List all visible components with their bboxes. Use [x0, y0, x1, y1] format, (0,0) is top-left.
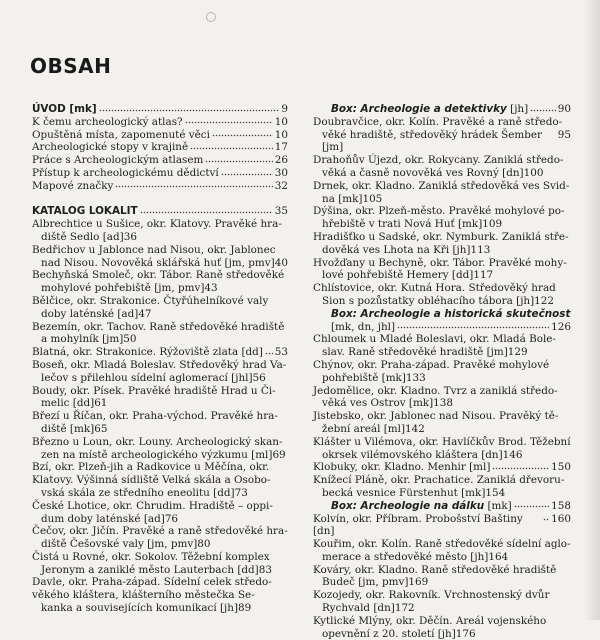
- toc-entry-line-text: Kováry, okr. Kladno. Raně středověké hradiště: [313, 563, 557, 576]
- toc-entry-line-text: věkého kláštera, klášterního městečka Se-: [32, 589, 255, 602]
- toc-entry-line: [32, 205, 288, 218]
- toc-entry-line: [32, 564, 288, 577]
- toc-page-number: 61: [94, 397, 108, 410]
- toc-page-number: 43: [204, 282, 218, 295]
- toc-entry-line: [32, 333, 288, 346]
- toc-entry-line-text: Chýnov, okr. Praha-západ. Pravěké mohylové: [313, 358, 550, 371]
- toc-page-number: 164: [488, 550, 509, 563]
- toc-box-title: [331, 103, 528, 116]
- toc-page-number: 129: [507, 346, 528, 359]
- toc-entry-text: Opuštěná místa, zapomenuté věci: [32, 128, 210, 141]
- toc-entry-line-text: Hradišťko u Sadské, okr. Nymburk. Zaniklá stře-: [313, 230, 569, 243]
- toc-item[interactable]: [313, 308, 571, 334]
- toc-entry-line: [313, 628, 571, 640]
- toc-entry-line: [32, 231, 288, 244]
- toc-entry-line-text: Kozojedy, okr. Rakovník. Vrchnostenský dvůr: [313, 589, 550, 602]
- toc-page-number: 95: [557, 128, 571, 141]
- toc-entry-text: [mk, dn, jhl]: [331, 320, 396, 333]
- toc-left-column: [32, 103, 288, 615]
- toc-entry-text: nad Nisou. Novověká sklářská huť [jm, pmv]: [41, 256, 275, 269]
- toc-entry-text: Kolvín, okr. Příbram. Probošství Baštiny [dn]: [313, 512, 523, 538]
- toc-entry-line-text: Bělčice, okr. Strakonice. Čtyřúhelníkové valy: [32, 294, 269, 307]
- toc-entry-line-text: Davle, okr. Praha-západ. Sídelní celek středo-: [32, 576, 272, 589]
- toc-entry-line-text: Bedřichov u Jablonce nad Nisou, okr. Jablonec: [32, 243, 276, 256]
- toc-entry-line: [313, 129, 571, 155]
- toc-entry-line-text: Březno u Loun, okr. Louny. Archeologický skan-: [32, 435, 283, 448]
- toc-entry-line-text: České Lhotice, okr. Chrudim. Hradiště – oppi-: [32, 499, 273, 512]
- toc-entry-text: mohylové pohřebiště [jm, pmv]: [41, 282, 205, 295]
- toc-entry-line-text: Drnek, okr. Kladno. Zaniklá středověká ves Svid-: [313, 179, 570, 192]
- dot-leader: [99, 108, 280, 112]
- toc-item[interactable]: [313, 436, 571, 462]
- toc-item[interactable]: [313, 564, 571, 590]
- toc-entry-text: vská skála ze středního eneolitu [dd]: [41, 486, 235, 499]
- toc-entry-text: opevnění z 20. století [jh]: [322, 627, 456, 640]
- toc-entry-line: [313, 295, 571, 308]
- toc-entry-line: [32, 308, 288, 321]
- toc-item[interactable]: [32, 205, 288, 218]
- toc-entry-text: věká a časně novověká ves Rovný [dn]: [322, 166, 524, 179]
- toc-entry-line-text: Jistebsko, okr. Jablonec nad Nisou. Pravěký tě-: [313, 410, 559, 423]
- toc-item[interactable]: [32, 129, 288, 142]
- toc-page-number: 105: [362, 192, 383, 205]
- dot-leader: [543, 518, 549, 522]
- toc-entry-line-text: Drahoňův Újezd, okr. Rokycany. Zaniklá středo-: [313, 154, 564, 167]
- toc-entry-line: [313, 244, 571, 257]
- toc-page-number: 154: [485, 486, 506, 499]
- dot-leader: [190, 147, 273, 151]
- toc-entry-line-text: Boudy, okr. Písek. Pravěké hradiště Hrad u Či-: [32, 384, 276, 397]
- toc-page-number: 47: [138, 307, 152, 320]
- toc-entry-text: slav. Raně středověké hradiště [jm]: [322, 346, 508, 359]
- dot-leader: [115, 185, 272, 189]
- toc-entry-line-text: Chloumek u Mladé Boleslavi, okr. Mladá Bole-: [313, 333, 556, 346]
- toc-page-number: 73: [234, 486, 248, 499]
- toc-entry-text: diště [mk]: [41, 422, 95, 435]
- toc-item[interactable]: [313, 538, 571, 564]
- toc-entry-line: [313, 372, 571, 385]
- toc-item[interactable]: [313, 461, 571, 474]
- toc-entry-line: [32, 180, 288, 193]
- toc-entry-text: hřebiště v trati Nová Huť [mk]: [322, 218, 483, 231]
- dot-leader: [205, 160, 272, 164]
- toc-page-number: 36: [123, 230, 137, 243]
- toc-entry-line: [313, 602, 571, 615]
- toc-item[interactable]: [32, 218, 288, 244]
- toc-entry-line-text: Chlístovice, okr. Kutná Hora. Středověký hrad: [313, 282, 556, 295]
- toc-page-number: 150: [551, 461, 571, 474]
- toc-entry-text: dověká ves Lhota na Kři [jh]: [322, 243, 471, 256]
- toc-entry-text: diště Sedlo [ad]: [41, 230, 124, 243]
- toc-page-number: 138: [433, 397, 453, 410]
- toc-entry-text: okrsek vilémovského kláštera [dn]: [322, 448, 503, 461]
- toc-entry-text: kanka a souvisejících komunikací [jh]: [41, 602, 239, 615]
- toc-entry-line: [331, 500, 571, 513]
- toc-entry-line-text: Dýšina, okr. Plzeň-město. Pravěké mohylové po-: [313, 205, 565, 218]
- toc-entry-text: Klobuky, okr. Kladno. Menhir [ml]: [313, 461, 491, 474]
- toc-entry-line: [32, 282, 288, 295]
- toc-page-number: 109: [482, 218, 503, 231]
- toc-item[interactable]: [313, 205, 571, 231]
- toc-page-number: 56: [252, 371, 266, 384]
- toc-page-number: 126: [551, 320, 571, 333]
- toc-entry-line: [32, 116, 288, 129]
- toc-entry-text: melic [dd]: [41, 397, 95, 410]
- page-edge-shadow: [584, 0, 600, 620]
- toc-page-number: 83: [258, 563, 272, 576]
- toc-item[interactable]: [32, 436, 288, 462]
- toc-entry-line: [313, 423, 571, 436]
- toc-item[interactable]: [313, 282, 571, 308]
- toc-entry-line: [331, 103, 571, 116]
- toc-entry-line: [331, 321, 571, 334]
- toc-entry-line: [32, 129, 288, 142]
- toc-page-number: 158: [551, 499, 571, 512]
- toc-item[interactable]: [32, 500, 288, 526]
- toc-item[interactable]: [32, 410, 288, 436]
- toc-item[interactable]: [32, 576, 288, 614]
- toc-entry-line: [32, 423, 288, 436]
- dot-leader: [492, 467, 549, 471]
- dot-leader: [265, 352, 273, 356]
- toc-item[interactable]: [32, 167, 288, 180]
- toc-entry-line: [313, 551, 571, 564]
- toc-item[interactable]: [313, 615, 571, 640]
- toc-page-number: 122: [534, 294, 555, 307]
- dot-leader: [140, 211, 273, 215]
- toc-entry-line: [313, 576, 571, 589]
- toc-page-number: 100: [523, 166, 544, 179]
- toc-entry-line-text: Knížecí Pláně, okr. Prachatice. Zaniklá dřevoru-: [313, 474, 565, 487]
- toc-page-number: 65: [94, 422, 108, 435]
- toc-entry-line-text: Albrechtice u Sušice, okr. Klatovy. Pravěké hra-: [32, 218, 282, 231]
- toc-page-number: 10: [274, 115, 288, 128]
- toc-entry-text: pohřebiště [mk]: [322, 371, 406, 384]
- toc-entry-text: na [mk]: [322, 192, 363, 205]
- toc-item[interactable]: [313, 359, 571, 385]
- box-title-text: Box: Archeologie a historická skutečnost: [331, 307, 571, 320]
- toc-page-number: 172: [394, 602, 415, 615]
- toc-entry-text: žební areál [ml]: [322, 422, 406, 435]
- toc-entry-text: dum doby laténské [ad]: [41, 512, 165, 525]
- toc-page-number: 53: [274, 346, 288, 359]
- toc-item[interactable]: [32, 103, 288, 116]
- toc-item[interactable]: [32, 269, 288, 295]
- toc-entry-text: zen na místě archeologického výzkumu [ml]: [41, 448, 273, 461]
- toc-entry-text: a mohylník [jm]: [41, 333, 124, 346]
- toc-entry-line: [331, 308, 571, 321]
- toc-entry-line-text: Čistá u Rovné, okr. Sokolov. Těžební komplex: [32, 550, 270, 563]
- toc-entry-line: [313, 461, 571, 474]
- toc-entry-line: [32, 538, 288, 551]
- toc-item[interactable]: [32, 385, 288, 411]
- toc-entry-text: KATALOG LOKALIT: [32, 205, 138, 218]
- toc-item[interactable]: [313, 410, 571, 436]
- toc-entry-line: [32, 346, 288, 359]
- toc-entry-line-text: Hvožďany u Bechyně, okr. Tábor. Pravěké mohy-: [313, 256, 567, 269]
- toc-page-number: 133: [405, 371, 426, 384]
- toc-entry-text: diště Češovské valy [jm, pmv]: [41, 538, 198, 551]
- toc-page-number: 9: [281, 103, 288, 115]
- toc-item[interactable]: [313, 333, 571, 359]
- toc-entry-line-text: Kouřim, okr. Kolín. Raně středověké sídelní aglo-: [313, 538, 571, 551]
- toc-item[interactable]: [32, 321, 288, 347]
- dot-leader: [212, 134, 273, 138]
- toc-entry-line-text: Jedomělice, okr. Kladno. Tvrz a zaniklá středo-: [313, 384, 558, 397]
- toc-item[interactable]: [313, 154, 571, 180]
- toc-page-number: 26: [274, 154, 288, 167]
- toc-item[interactable]: [32, 346, 288, 359]
- toc-page-number: 76: [164, 512, 179, 525]
- dot-leader: [185, 121, 273, 125]
- toc-entry-text: Rychvald [dn]: [322, 602, 395, 615]
- toc-page-number: 142: [405, 422, 425, 435]
- toc-entry-line: [32, 449, 288, 462]
- toc-entry-line-text: Březí u Říčan, okr. Praha-východ. Pravěké hra-: [32, 410, 278, 423]
- toc-entry-line-text: Boseň, okr. Mladá Boleslav. Středověký hrad Va-: [32, 358, 287, 371]
- toc-page-number: 17: [274, 141, 288, 154]
- toc-entry-text: Blatná, okr. Strakonice. Rýžoviště zlata [dd]: [32, 346, 263, 359]
- toc-item[interactable]: [32, 295, 288, 321]
- toc-item[interactable]: [32, 551, 288, 577]
- toc-entry-text: Jeronym a zaniklé město Lauterbach [dd]: [41, 563, 259, 576]
- toc-entry-line: [313, 167, 571, 180]
- box-title-text: Box: Archeologie a detektivky: [331, 103, 507, 115]
- toc-page-number: 117: [473, 269, 494, 282]
- toc-entry-line: [32, 602, 288, 615]
- box-authors: [mk]: [484, 499, 512, 512]
- toc-item[interactable]: [313, 513, 571, 539]
- toc-page-number: 50: [123, 333, 137, 346]
- toc-entry-line-text: Bezemín, okr. Tachov. Raně středověké hradiště: [32, 320, 285, 333]
- toc-entry-line-text: Klatovy. Výšinná sídliště Velká skála a Osobo-: [32, 474, 271, 487]
- toc-entry-line-text: Čečov, okr. Jičín. Pravěké a raně středověké hra-: [32, 525, 288, 538]
- toc-page-number: 146: [502, 448, 523, 461]
- toc-item[interactable]: [313, 474, 571, 500]
- dot-leader: [221, 172, 273, 176]
- toc-page-number: 169: [408, 576, 429, 589]
- toc-page-number: 176: [455, 627, 476, 640]
- toc-entry-text: doby laténské [ad]: [41, 307, 139, 320]
- box-title-text: Box: Archeologie na dálku: [331, 499, 485, 512]
- toc-item[interactable]: [32, 180, 288, 193]
- toc-entry-line: [32, 257, 288, 270]
- toc-page-number: 90: [557, 103, 571, 115]
- toc-entry-text: K čemu archeologický atlas?: [32, 115, 183, 128]
- toc-entry-line: [313, 218, 571, 231]
- toc-entry-line-text: Klášter u Vilémova, okr. Havlíčkův Brod. Těžební: [313, 435, 571, 448]
- toc-item[interactable]: [32, 244, 288, 270]
- toc-page-number: 30: [274, 166, 288, 179]
- toc-page-number: 113: [470, 243, 491, 256]
- toc-item[interactable]: [32, 154, 288, 167]
- toc-entry-text: merace a středověké město [jh]: [322, 550, 489, 563]
- toc-entry-line: [313, 449, 571, 462]
- toc-entry-line: [32, 154, 288, 167]
- toc-box-title: [331, 308, 570, 321]
- toc-item[interactable]: [32, 141, 288, 154]
- toc-entry-text: lečov s přilehlou sídelní aglomerací [jhl]: [41, 371, 253, 384]
- toc-item[interactable]: [32, 116, 288, 129]
- toc-entry-text: věká ves Ostrov [mk]: [322, 397, 434, 410]
- page-title: OBSAH: [30, 54, 112, 78]
- toc-page-number: 69: [272, 448, 286, 461]
- toc-entry-line: [32, 513, 288, 526]
- toc-entry-line: [32, 167, 288, 180]
- toc-entry-text: věké hradiště, středověký hrádek Šember [jm]: [322, 128, 543, 154]
- toc-item[interactable]: [313, 231, 571, 257]
- toc-entry-text: Sion s pozůstatky obléhacího tábora [jh]: [322, 294, 535, 307]
- binding-hole-mark: [206, 12, 216, 22]
- toc-entry-line: [32, 487, 288, 500]
- dot-leader: [397, 326, 549, 330]
- toc-page-number: 32: [274, 179, 288, 192]
- toc-item[interactable]: [313, 589, 571, 615]
- toc-right-column: [313, 103, 571, 640]
- toc-entry-line: [313, 487, 571, 500]
- toc-entry-text: Mapové značky: [32, 179, 114, 192]
- toc-entry-text: ÚVOD [mk]: [32, 103, 97, 115]
- toc-page-number: 40: [274, 256, 288, 269]
- toc-entry-line-text: Bzí, okr. Plzeň-jih a Radkovice u Měčína, okr.: [32, 461, 270, 474]
- toc-page-number: 35: [274, 205, 288, 218]
- toc-entry-line: [32, 141, 288, 154]
- toc-page-number: 89: [238, 602, 252, 615]
- toc-entry-text: lové pohřebiště Hemery [dd]: [322, 269, 474, 282]
- toc-entry-line: [313, 193, 571, 206]
- toc-entry-text: becká vesnice Fürstenhut [mk]: [322, 486, 486, 499]
- toc-item[interactable]: [313, 500, 571, 513]
- toc-entry-line: [313, 346, 571, 359]
- toc-entry-line: [313, 269, 571, 282]
- toc-item[interactable]: [313, 385, 571, 411]
- toc-item[interactable]: [313, 180, 571, 206]
- toc-entry-text: Práce s Archeologickým atlasem: [32, 154, 204, 167]
- toc-entry-line: [32, 103, 288, 116]
- toc-item[interactable]: [32, 461, 288, 499]
- toc-entry-line: [313, 397, 571, 410]
- toc-entry-line-text: Bechyňská Smoleč, okr. Tábor. Raně středověké: [32, 269, 285, 282]
- toc-entry-line: [32, 397, 288, 410]
- dot-leader: [530, 108, 556, 112]
- toc-entry-line: [32, 372, 288, 385]
- toc-page-number: 80: [197, 538, 211, 551]
- toc-entry-line: [313, 513, 571, 539]
- toc-item[interactable]: [32, 359, 288, 385]
- toc-entry-text: Budeč [jm, pmv]: [322, 576, 409, 589]
- dot-leader: [514, 505, 549, 509]
- toc-item[interactable]: [313, 116, 571, 154]
- toc-item[interactable]: [313, 103, 571, 116]
- box-authors: [jh]: [506, 103, 529, 115]
- toc-page-number: 160: [551, 512, 571, 525]
- toc-item[interactable]: [313, 257, 571, 283]
- toc-box-title: [331, 500, 512, 513]
- toc-entry-text: Archeologické stopy v krajině: [32, 141, 189, 154]
- toc-page-number: 10: [274, 128, 288, 141]
- toc-entry-text: Přístup k archeologickému dědictví: [32, 166, 219, 179]
- toc-entry-line-text: Kytlické Mlýny, okr. Děčín. Areál vojenského: [313, 614, 547, 627]
- toc-entry-line-text: Doubravčice, okr. Kolín. Pravěké a raně středo-: [313, 115, 563, 128]
- toc-item[interactable]: [32, 525, 288, 551]
